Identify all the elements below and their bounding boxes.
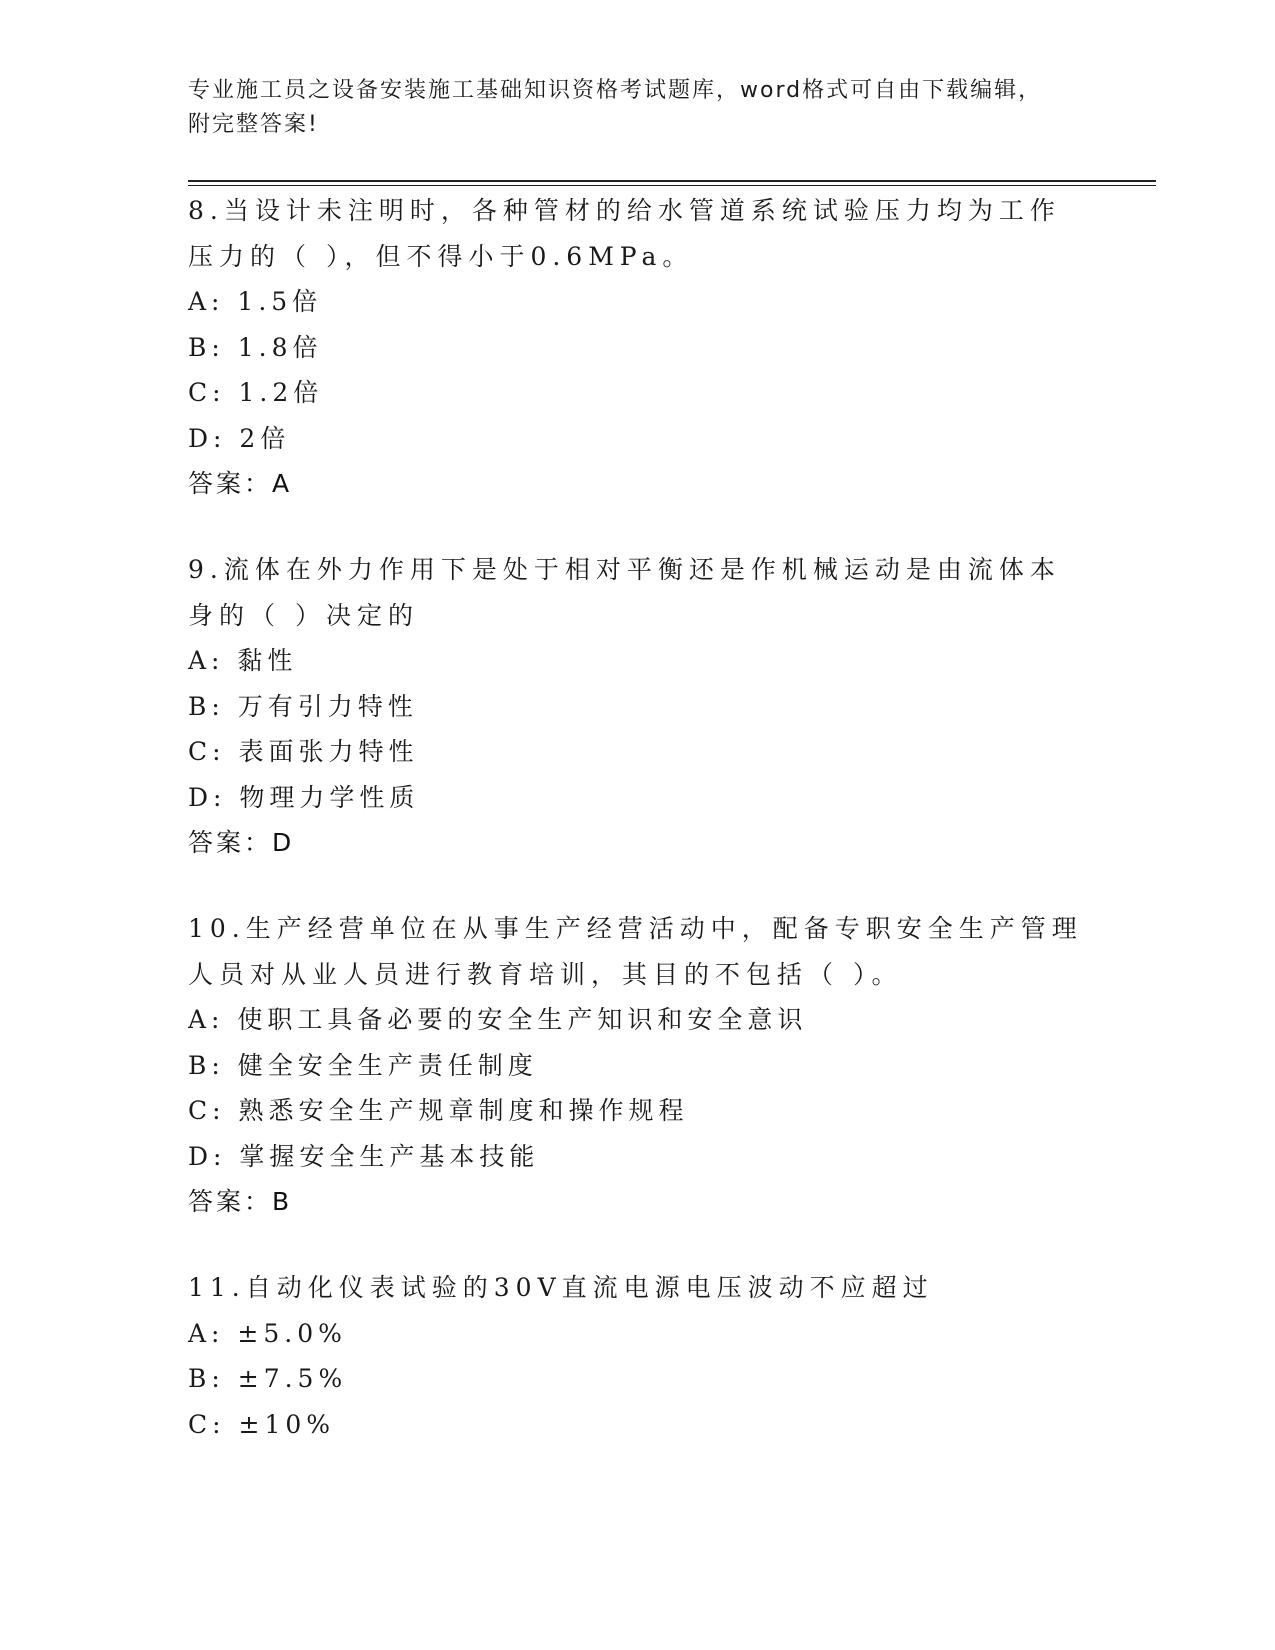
option-c: C: ±10% bbox=[188, 1409, 336, 1439]
question-11 bbox=[188, 1265, 1088, 1447]
option-a: A: 黏性 bbox=[188, 646, 298, 675]
question-9 bbox=[188, 547, 1088, 866]
answer: 答案：A bbox=[188, 469, 293, 498]
header-divider-thick bbox=[188, 180, 1156, 182]
question-list bbox=[188, 188, 1088, 1487]
option-a: A: 1.5倍 bbox=[188, 287, 323, 316]
option-d: D: 掌握安全生产基本技能 bbox=[188, 1141, 540, 1171]
header-line-1: 专业施工员之设备安装施工基础知识资格考试题库，word格式可自由下载编辑， bbox=[188, 78, 1043, 103]
option-d: D: 2倍 bbox=[188, 423, 291, 453]
question-text: 8.当设计未注明时，各种管材的给水管道系统试验压力均为工作压力的（ ），但不得小于0.6MPa。 bbox=[188, 196, 1061, 271]
document-header bbox=[188, 74, 1088, 142]
question-8 bbox=[188, 188, 1088, 507]
question-10 bbox=[188, 906, 1088, 1225]
option-b: B: 健全安全生产责任制度 bbox=[188, 1050, 538, 1080]
option-c: C: 熟悉安全生产规章制度和操作规程 bbox=[188, 1096, 689, 1125]
option-b: B: 1.8倍 bbox=[188, 332, 323, 362]
answer: 答案：D bbox=[188, 828, 295, 857]
option-c: C: 表面张力特性 bbox=[188, 737, 419, 766]
option-b: B: 万有引力特性 bbox=[188, 691, 418, 721]
option-d: D: 物理力学性质 bbox=[188, 782, 420, 812]
question-text: 11.自动化仪表试验的30V直流电源电压波动不应超过 bbox=[188, 1273, 934, 1302]
header-line-2: 附完整答案! bbox=[188, 112, 319, 137]
question-text: 9.流体在外力作用下是处于相对平衡还是作机械运动是由流体本身的（ ）决定的 bbox=[188, 555, 1061, 630]
option-b: B: ±7.5% bbox=[188, 1364, 348, 1393]
header-divider-thin bbox=[188, 185, 1156, 186]
option-a: A: 使职工具备必要的安全生产知识和安全意识 bbox=[188, 1005, 808, 1034]
option-a: A: ±5.0% bbox=[188, 1318, 347, 1348]
answer: 答案：B bbox=[188, 1187, 293, 1216]
option-c: C: 1.2倍 bbox=[188, 378, 324, 407]
question-text: 10.生产经营单位在从事生产经营活动中，配备专职安全生产管理人员对从业人员进行教育培训，其目的不包括（ ）。 bbox=[188, 914, 1083, 989]
